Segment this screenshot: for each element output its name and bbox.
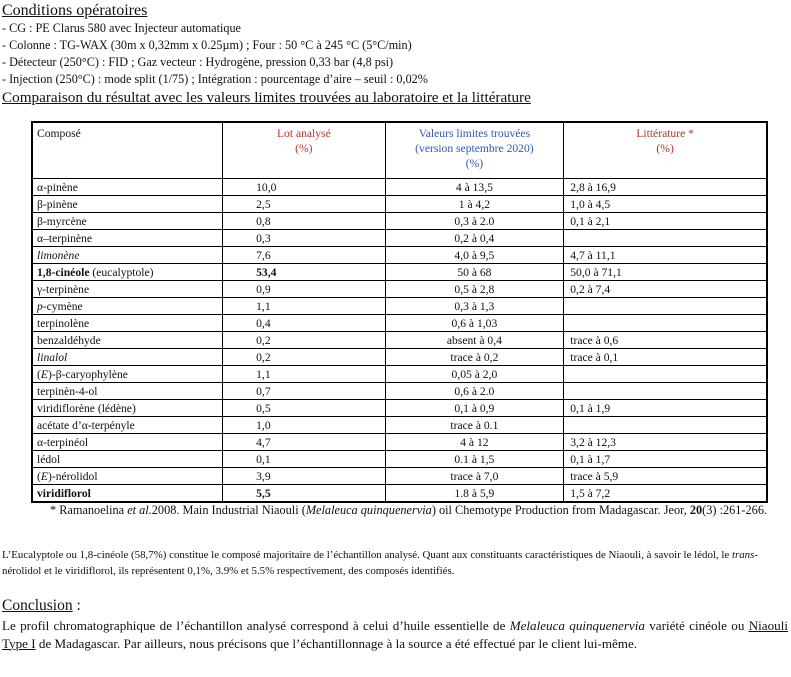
cell-lot: 2,5 — [223, 196, 385, 213]
header-literature: Littérature * (%) — [564, 122, 767, 179]
cell-lot: 5,5 — [223, 485, 385, 503]
table-row — [32, 451, 767, 468]
cell-lot: 0,4 — [223, 315, 385, 332]
cell-lot: 0,2 — [223, 332, 385, 349]
cell-name: α-pinène — [32, 179, 223, 196]
table-row — [32, 332, 767, 349]
table-row — [32, 417, 767, 434]
cell-literature: 0,2 à 7,4 — [564, 281, 767, 298]
cell-limits: absent à 0,4 — [385, 332, 564, 349]
cell-limits: 1 à 4,2 — [385, 196, 564, 213]
cell-lot: 0,3 — [223, 230, 385, 247]
condition-line-gc: - CG : PE Clarus 580 avec Injecteur automatique — [2, 21, 241, 35]
cell-literature: trace à 5,9 — [564, 468, 767, 485]
cell-lot: 10,0 — [223, 179, 385, 196]
cell-literature: 4,7 à 11,1 — [564, 247, 767, 264]
table-row — [32, 264, 767, 281]
cell-literature — [564, 230, 767, 247]
table-row — [32, 281, 767, 298]
cell-literature: 0,1 à 1,7 — [564, 451, 767, 468]
cell-name: limonène — [32, 247, 223, 264]
cell-name: acétate d’α-terpényle — [32, 417, 223, 434]
cell-name: terpinèn-4-ol — [32, 383, 223, 400]
header-limits: Valeurs limites trouvées (version septembre 2020) (%) — [385, 122, 564, 179]
cell-literature: 0,1 à 2,1 — [564, 213, 767, 230]
table-row — [32, 213, 767, 230]
cell-lot: 1,1 — [223, 366, 385, 383]
table-header-row — [32, 122, 767, 179]
cell-name: viridiflorol — [32, 485, 223, 503]
cell-name: γ-terpinène — [32, 281, 223, 298]
cell-literature — [564, 366, 767, 383]
table-row — [32, 366, 767, 383]
cell-lot: 7,6 — [223, 247, 385, 264]
cell-limits: 4,0 à 9,5 — [385, 247, 564, 264]
cell-limits: 0,3 à 1,3 — [385, 298, 564, 315]
cell-literature — [564, 298, 767, 315]
cell-limits: 0,6 à 1,03 — [385, 315, 564, 332]
table-row — [32, 485, 767, 503]
conclusion-heading: Conclusion : — [2, 597, 81, 614]
cell-limits: trace à 0.1 — [385, 417, 564, 434]
table-row — [32, 349, 767, 366]
cell-literature: 1,5 à 7,2 — [564, 485, 767, 503]
table-row — [32, 196, 767, 213]
cell-lot: 0,9 — [223, 281, 385, 298]
cell-lot: 0,5 — [223, 400, 385, 417]
cell-literature: 3,2 à 12,3 — [564, 434, 767, 451]
cell-name: terpinolène — [32, 315, 223, 332]
table-row — [32, 298, 767, 315]
cell-name: β-pinène — [32, 196, 223, 213]
cell-lot: 0,8 — [223, 213, 385, 230]
cell-lot: 3,9 — [223, 468, 385, 485]
cell-lot: 0,2 — [223, 349, 385, 366]
comparison-title: Comparaison du résultat avec les valeurs limites trouvées au laboratoire et la littérature — [2, 89, 531, 106]
literature-reference: * Ramanoelina et al.2008. Main Industrial Niaouli (Melaleuca quinquenervia) oil Chemotype Production from Madagascar. Jeor, 20(3) :261-266. — [50, 503, 768, 517]
cell-name: viridiflorène (lédène) — [32, 400, 223, 417]
condition-line-column: - Colonne : TG-WAX (30m x 0,32mm x 0.25µm) ; Four : 50 °C à 245 °C (5°C/min) — [2, 38, 412, 52]
condition-line-detector: - Détecteur (250°C) : FID ; Gaz vecteur : Hydrogène, pression 0,33 bar (4,8 psi) — [2, 55, 394, 69]
table-row — [32, 468, 767, 485]
cell-name: 1,8-cinéole (eucalyptole) — [32, 264, 223, 281]
cell-lot: 1,0 — [223, 417, 385, 434]
cell-lot: 4,7 — [223, 434, 385, 451]
cell-literature: 0,1 à 1,9 — [564, 400, 767, 417]
table-row — [32, 315, 767, 332]
cell-limits: 0.1 à 1,5 — [385, 451, 564, 468]
cell-literature: trace à 0,6 — [564, 332, 767, 349]
cell-literature — [564, 383, 767, 400]
cell-literature: 2,8 à 16,9 — [564, 179, 767, 196]
cell-name: α-terpinéol — [32, 434, 223, 451]
cell-name: p-cymène — [32, 298, 223, 315]
cell-lot: 53,4 — [223, 264, 385, 281]
cell-literature: trace à 0,1 — [564, 349, 767, 366]
cell-limits: trace à 0,2 — [385, 349, 564, 366]
conditions-title: Conditions opératoires — [2, 2, 148, 19]
cell-name: β-myrcène — [32, 213, 223, 230]
table-row — [32, 383, 767, 400]
cell-name: benzaldéhyde — [32, 332, 223, 349]
cell-name: (E)-β-caryophylène — [32, 366, 223, 383]
cell-limits: 0,5 à 2,8 — [385, 281, 564, 298]
cell-name: (E)-nérolidol — [32, 468, 223, 485]
header-lot: Lot analysé (%) — [223, 122, 385, 179]
cell-limits: 0,1 à 0,9 — [385, 400, 564, 417]
cell-limits: 0,6 à 2.0 — [385, 383, 564, 400]
cell-limits: 50 à 68 — [385, 264, 564, 281]
cell-name: lédol — [32, 451, 223, 468]
table-row — [32, 434, 767, 451]
cell-name: α–terpinène — [32, 230, 223, 247]
header-compose: Composé — [32, 122, 223, 179]
cell-limits: 4 à 13,5 — [385, 179, 564, 196]
cell-lot: 0,7 — [223, 383, 385, 400]
cell-limits: 0,05 à 2,0 — [385, 366, 564, 383]
table-row — [32, 230, 767, 247]
table-row — [32, 179, 767, 196]
cell-limits: 0,3 à 2.0 — [385, 213, 564, 230]
cell-literature — [564, 417, 767, 434]
composition-table — [31, 121, 768, 503]
cell-name: linalol — [32, 349, 223, 366]
cell-literature — [564, 315, 767, 332]
cell-literature: 50,0 à 71,1 — [564, 264, 767, 281]
conclusion-paragraph: Le profil chromatographique de l’échantillon analysé correspond à celui d’huile essentielle de Melaleuca quinquenervia variété cinéole ou Niaouli Type I de Madagascar. Par ailleurs, nous précisons que l’échantillonnage à la source a été effectué par le client lui-même. — [2, 618, 788, 651]
cell-limits: 0,2 à 0,4 — [385, 230, 564, 247]
table-row — [32, 400, 767, 417]
cell-limits: 1.8 à 5,9 — [385, 485, 564, 503]
summary-paragraph: L’Eucalyptole ou 1,8-cinéole (58,7%) constitue le composé majoritaire de l’échantillon analysé. Quant aux constituants caractéristiques de Niaouli, à savoir le lédol, le trans-nérolidol et le viridiflorol, ils représentent 0,1%, 3.9% et 5.5% respectivement, des composés identifiés. — [2, 549, 758, 577]
cell-limits: 4 à 12 — [385, 434, 564, 451]
cell-lot: 0,1 — [223, 451, 385, 468]
condition-line-injection: - Injection (250°C) : mode split (1/75) ; Intégration : pourcentage d’aire – seuil : 0,02% — [2, 72, 428, 86]
table-row — [32, 247, 767, 264]
cell-literature: 1,0 à 4,5 — [564, 196, 767, 213]
cell-limits: trace à 7,0 — [385, 468, 564, 485]
cell-lot: 1,1 — [223, 298, 385, 315]
